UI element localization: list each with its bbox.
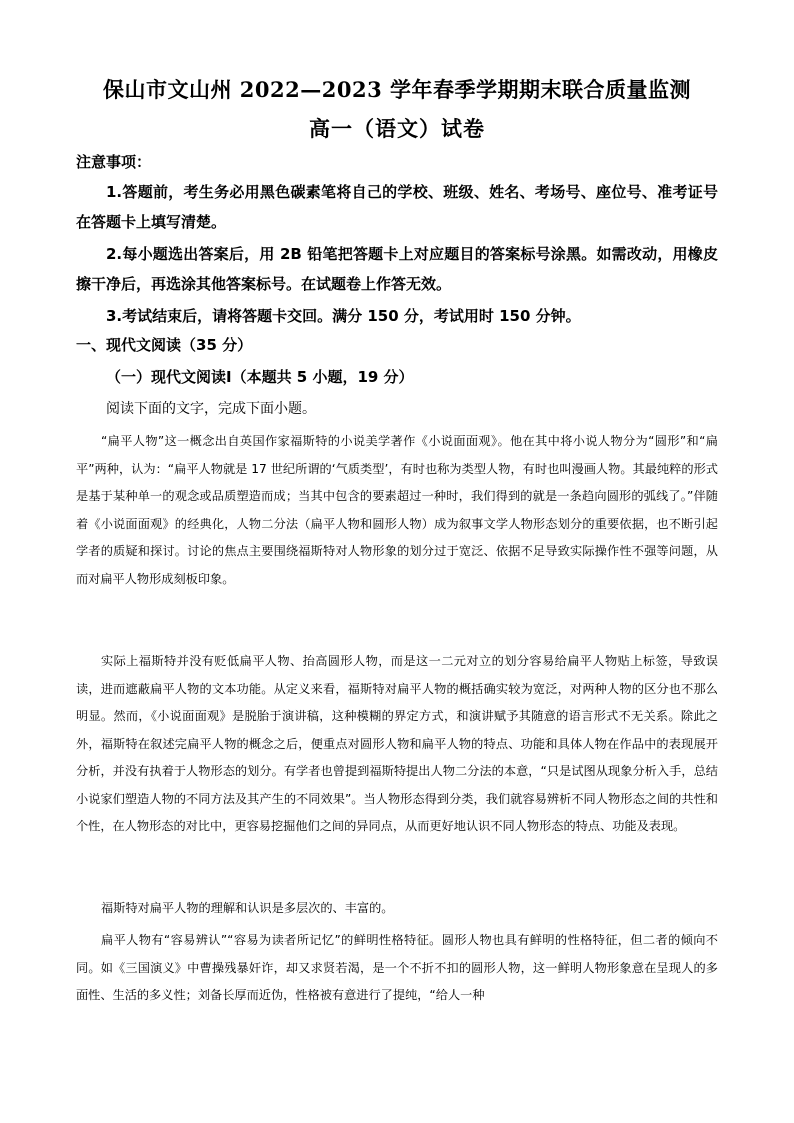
notes-heading: 注意事项：	[76, 153, 152, 171]
section-heading: 一、现代文阅读（35 分）	[76, 336, 253, 354]
reading-instruction: 阅读下面的文字，完成下面小题。	[106, 401, 316, 417]
note-item-1: 1.答题前，考生务必用黑色碳素笔将自己的学校、班级、姓名、考场号、座位号、准考证号在答题卡上填写清楚。	[76, 183, 718, 231]
note-item-3: 3.考试结束后，请将答题卡交回。满分 150 分，考试用时 150 分钟。	[106, 307, 581, 325]
exam-subtitle: 高一（语文）试卷	[309, 116, 485, 141]
exam-title: 保山市文山州 2022—2023 学年春季学期期末联合质量监测	[102, 77, 691, 102]
subsection-heading: （一）现代文阅读Ⅰ（本题共 5 小题，19 分）	[106, 368, 414, 386]
passage-paragraph-1: “扁平人物”这一概念出自英国作家福斯特的小说美学著作《小说面面观》。他在其中将小说人物分为“圆形”和“扁平”两种，认为：“扁平人物就是 17 世纪所谓的‘气质类型’，有时也称为类型人物，有时也叫漫画人物。其最纯粹的形式是基于某种单一的观念或品质塑造而成；当其中包含的要素超过一种时，我们得到的就是一条趋向圆形的弧线了。”伴随着《小说面面观》的经典化，人物二分法（扁平人物和圆形人物）成为叙事文学人物形态划分的重要依据，也不断引起学者的质疑和探讨。讨论的焦点主要围绕福斯特对人物形象的划分过于宽泛、依据不足导致实际操作性不强等问题，从而对扁平人物形成刻板印象。	[76, 434, 718, 586]
passage-paragraph-2: 实际上福斯特并没有贬低扁平人物、抬高圆形人物，而是这一二元对立的划分容易给扁平人物贴上标签，导致误读，进而遮蔽扁平人物的文本功能。从定义来看，福斯特对扁平人物的概括确实较为宽泛，对两种人物的区分也不那么明显。然而，《小说面面观》是脱胎于演讲稿，这种模糊的界定方式，和演讲赋予其随意的语言形式不无关系。除此之外，福斯特在叙述完扁平人物的概念之后，便重点对圆形人物和扁平人物的特点、功能和具体人物在作品中的表现展开分析，并没有执着于人物形态的划分。有学者也曾提到福斯特提出人物二分法的本意，“只是试图从现象分析入手，总结小说家们塑造人物的不同方法及其产生的不同效果”。当人物形态得到分类，我们就容易辨析不同人物形态之间的共性和个性，在人物形态的对比中，更容易挖掘他们之间的异同点，从而更好地认识不同人物形态的特点、功能及表现。	[76, 654, 718, 833]
note-item-2: 2.每小题选出答案后，用 2B 铅笔把答题卡上对应题目的答案标号涂黑。如需改动，用橡皮擦干净后，再选涂其他答案标号。在试题卷上作答无效。	[76, 245, 718, 293]
passage-paragraph-3: 福斯特对扁平人物的理解和认识是多层次的、丰富的。	[101, 901, 394, 915]
passage-paragraph-4: 扁平人物有“容易辨认”“容易为读者所记忆”的鲜明性格特征。圆形人物也具有鲜明的性格特征，但二者的倾向不同。如《三国演义》中曹操残暴奸诈，却又求贤若渴，是一个不折不扣的圆形人物，这一鲜明人物形象意在呈现人的多面性、生活的多义性；刘备长厚而近伪，性格被有意进行了提纯，“给人一种	[76, 933, 718, 1002]
